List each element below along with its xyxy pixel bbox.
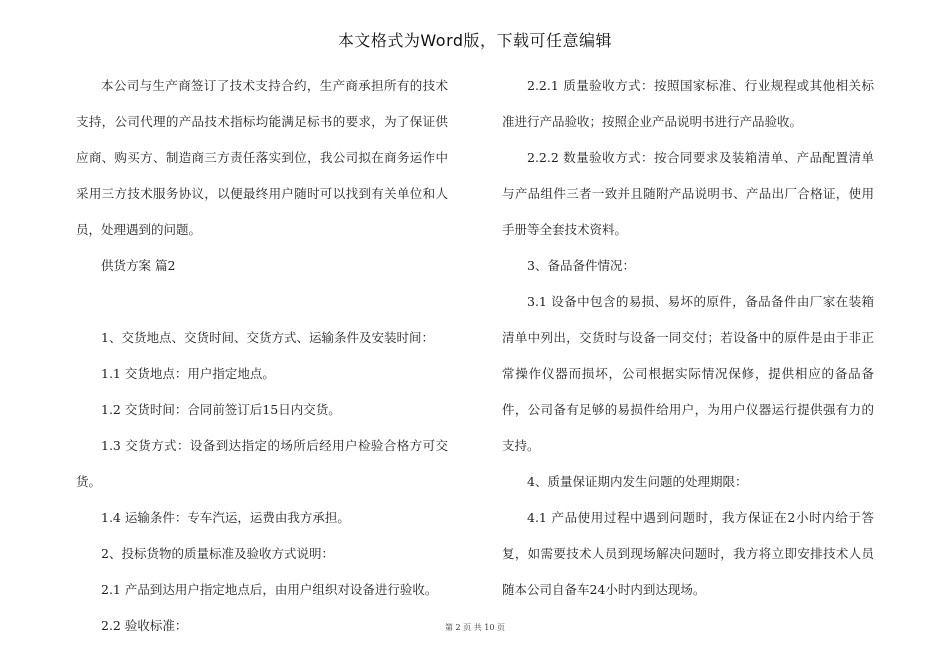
paragraph-transport: 1.4 运输条件：专车汽运，运费由我方承担。 [101,510,350,525]
paragraph-delivery-location: 1.1 交货地点：用户指定地点。 [101,366,275,381]
paragraph-warranty-detail: 4.1 产品使用过程中遇到问题时，我方保证在2小时内给于答复，如需要技术人员到现场解决问题时，我方将立即安排技术人员随本公司自备车24小时内到达现场。 [502,510,874,597]
page-number-footer: 第 2 页 共 10 页 [445,623,505,632]
paragraph-acceptance-standard: 2.2 验收标准： [101,618,188,633]
page-header-title: 本文格式为Word版，下载可任意编辑 [337,31,613,50]
blank-line [76,284,448,320]
paragraph-quality-method: 2.2.1 质量验收方式：按照国家标准、行业规程或其他相关标准进行产品验收；按照企业产品说明书进行产品验收。 [502,78,874,129]
paragraph-quality-heading: 2、投标货物的质量标准及验收方式说明： [101,546,334,561]
paragraph-warranty-heading: 4、质量保证期内发生问题的处理期限： [527,474,748,489]
paragraph-intro: 本公司与生产商签订了技术支持合约，生产商承担所有的技术支持，公司代理的产品技术指标均能满足标书的要求，为了保证供应商、购买方、制造商三方责任落实到位，我公司拟在商务运作中采用三方技术服务协议，以便最终用户随时可以找到有关单位和人员，处理遇到的问题。 [76,78,448,237]
left-text-column [76,68,448,644]
paragraph-delivery-heading: 1、交货地点、交货时间、交货方式、运输条件及安装时间： [101,330,434,345]
paragraph-delivery-method: 1.3 交货方式：设备到达指定的场所后经用户检验合格方可交货。 [76,438,448,489]
paragraph-delivery-time: 1.2 交货时间：合同前签订后15日内交货。 [101,402,341,417]
paragraph-spares-detail: 3.1 设备中包含的易损、易坏的原件，备品备件由厂家在装箱清单中列出，交货时与设备一同交付；若设备中的原件是由于非正常操作仪器而损坏，公司根据实际情况保修，提供相应的备品备件，公司备有足够的易损件给用户，为用户仪器运行提供强有力的支持。 [502,294,874,453]
paragraph-quantity-method: 2.2.2 数量验收方式：按合同要求及装箱清单、产品配置清单与产品组件三者一致并且随附产品说明书、产品出厂合格证，使用手册等全套技术资料。 [502,150,874,237]
section-heading-plan2: 供货方案 篇2 [101,258,176,273]
right-text-column [502,68,874,608]
paragraph-acceptance: 2.1 产品到达用户指定地点后，由用户组织对设备进行验收。 [101,582,438,597]
paragraph-spares-heading: 3、备品备件情况： [527,258,635,273]
